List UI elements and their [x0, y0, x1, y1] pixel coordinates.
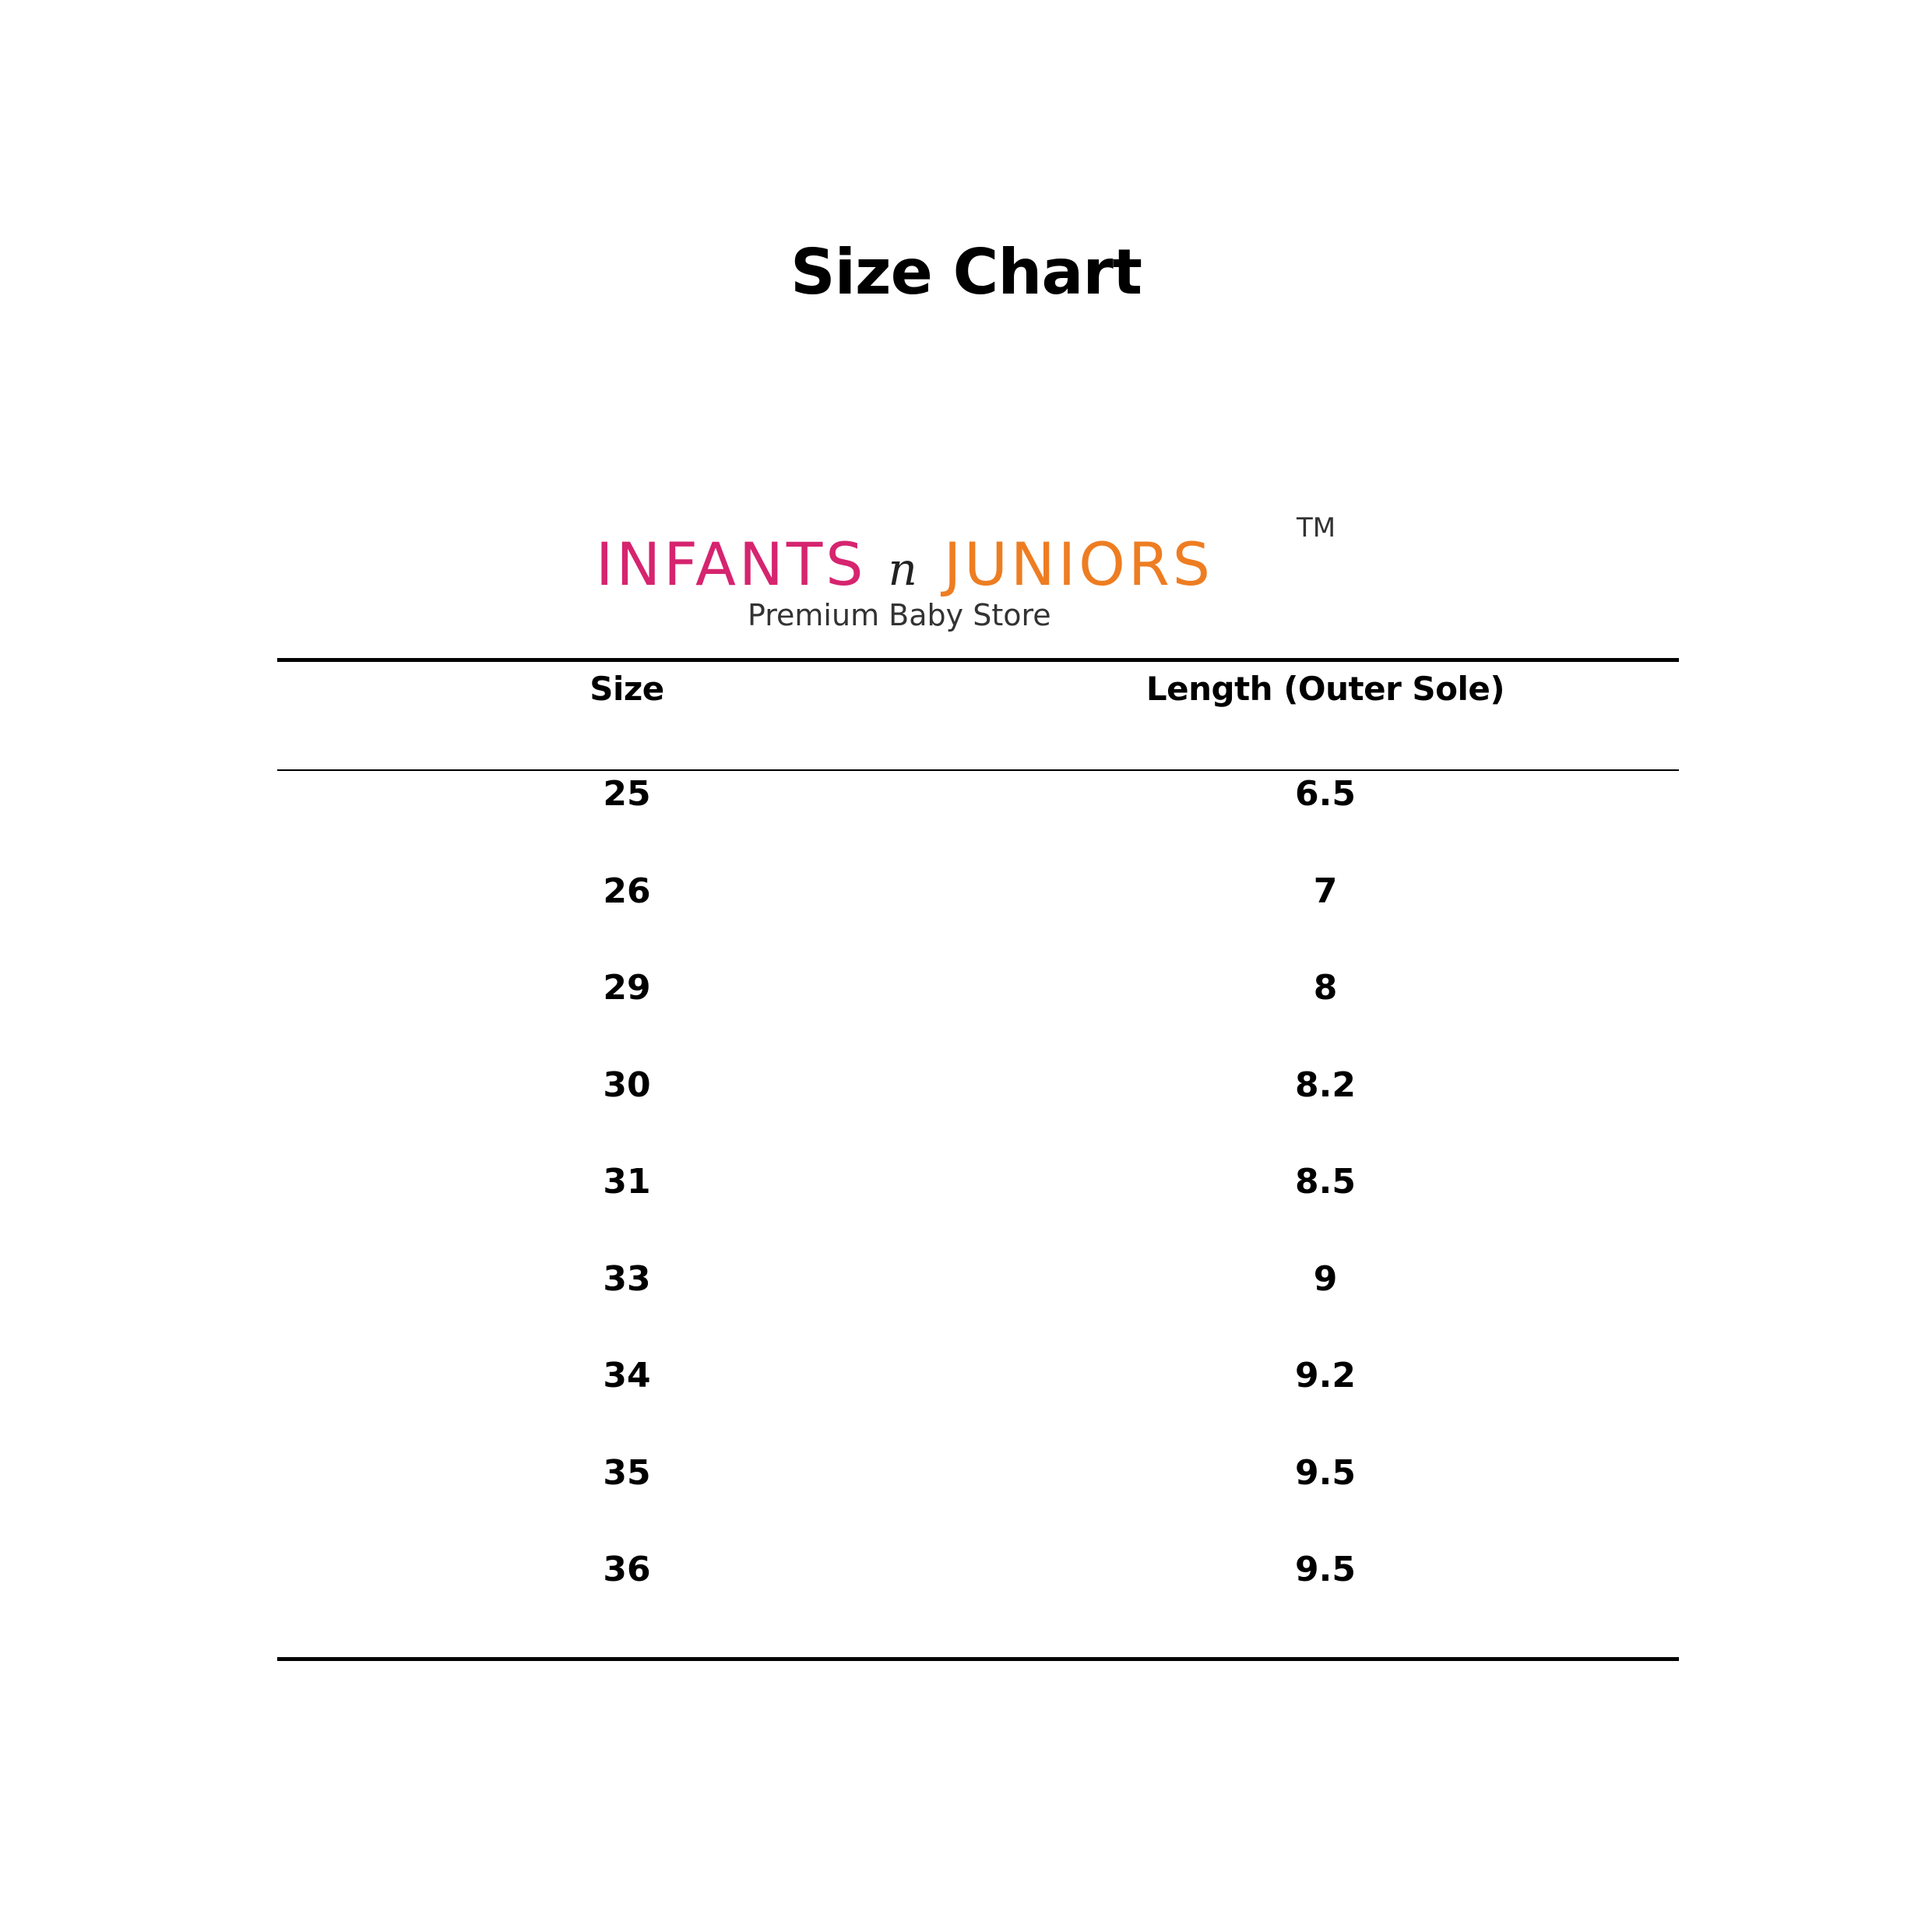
- cell-size: 36: [603, 1550, 651, 1589]
- header-size: Size: [589, 670, 664, 708]
- header-length: Length (Outer Sole): [1145, 670, 1505, 708]
- logo-tagline: Premium Baby Store: [748, 598, 1051, 632]
- cell-length: 9: [1313, 1259, 1338, 1299]
- logo-connector: n: [888, 543, 917, 596]
- cell-length: 6.5: [1295, 774, 1356, 814]
- brand-logo: [596, 506, 1343, 639]
- cell-size: 34: [603, 1356, 651, 1395]
- logo-word-infants: INFANTS: [596, 530, 867, 599]
- cell-length: 8: [1313, 968, 1338, 1008]
- table-bottom-rule: [277, 1657, 1679, 1661]
- logo-trademark: TM: [1297, 512, 1336, 544]
- cell-size: 25: [603, 774, 651, 814]
- cell-length: 9.5: [1295, 1453, 1356, 1493]
- logo-word-juniors: JUNIORS: [943, 530, 1214, 599]
- cell-size: 31: [603, 1162, 651, 1202]
- cell-size: 26: [603, 871, 651, 911]
- cell-size: 30: [603, 1065, 651, 1105]
- cell-length: 8.5: [1295, 1162, 1356, 1202]
- cell-length: 8.2: [1295, 1065, 1356, 1105]
- page-title: Size Chart: [790, 236, 1142, 308]
- logo-wordmark: [596, 530, 1213, 604]
- cell-length: 9.2: [1295, 1356, 1356, 1395]
- table-top-rule: [277, 658, 1679, 662]
- cell-size: 29: [603, 968, 651, 1008]
- cell-length: 9.5: [1295, 1550, 1356, 1589]
- cell-size: 33: [603, 1259, 651, 1299]
- cell-length: 7: [1313, 871, 1338, 911]
- cell-size: 35: [603, 1453, 651, 1493]
